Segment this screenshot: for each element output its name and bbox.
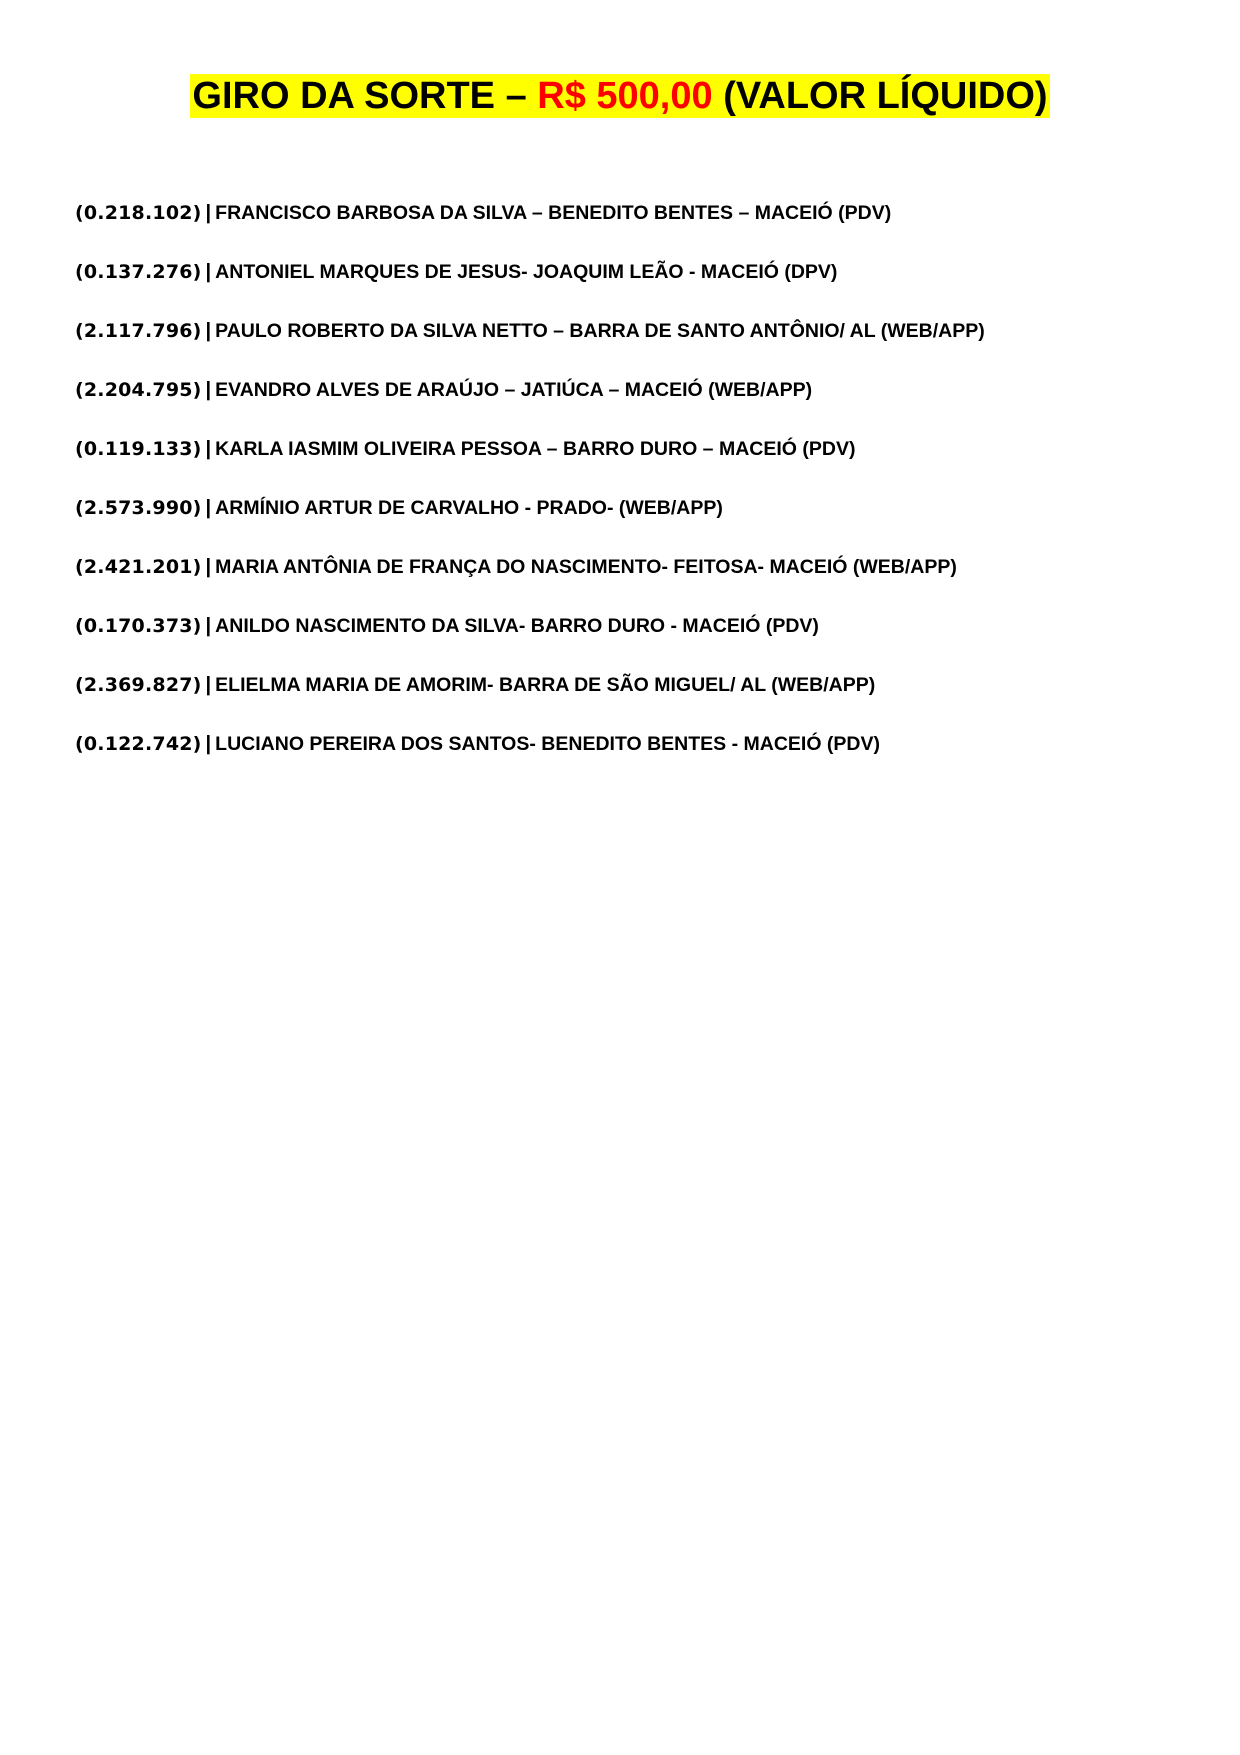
ticket-code: (0.119.133) xyxy=(75,438,202,460)
separator: | xyxy=(205,497,212,519)
ticket-code: (2.204.795) xyxy=(75,379,202,401)
winner-info: ELIELMA MARIA DE AMORIM- BARRA DE SÃO MIGUEL/ AL (WEB/APP) xyxy=(215,674,876,696)
winner-row xyxy=(75,552,985,611)
separator: | xyxy=(205,202,212,224)
separator: | xyxy=(205,674,212,696)
winner-info: ANTONIEL MARQUES DE JESUS- JOAQUIM LEÃO - MACEIÓ (DPV) xyxy=(215,261,838,283)
winner-row xyxy=(75,316,985,375)
page-title xyxy=(190,74,1049,118)
winner-row xyxy=(75,670,985,729)
winner-info: KARLA IASMIM OLIVEIRA PESSOA – BARRO DURO – MACEIÓ (PDV) xyxy=(215,438,856,460)
ticket-code: (2.117.796) xyxy=(75,320,202,342)
ticket-code: (0.137.276) xyxy=(75,261,202,283)
winner-info: FRANCISCO BARBOSA DA SILVA – BENEDITO BENTES – MACEIÓ (PDV) xyxy=(215,202,892,224)
separator: | xyxy=(205,556,212,578)
winner-row xyxy=(75,257,985,316)
winners-list xyxy=(75,198,985,788)
ticket-code: (2.573.990) xyxy=(75,497,202,519)
prize-amount: R$ 500,00 xyxy=(537,75,713,117)
title-wrapper xyxy=(0,74,1240,118)
winner-info: ANILDO NASCIMENTO DA SILVA- BARRO DURO - MACEIÓ (PDV) xyxy=(215,615,819,637)
separator: | xyxy=(205,320,212,342)
winner-info: PAULO ROBERTO DA SILVA NETTO – BARRA DE SANTO ANTÔNIO/ AL (WEB/APP) xyxy=(215,320,985,342)
winner-info: MARIA ANTÔNIA DE FRANÇA DO NASCIMENTO- FEITOSA- MACEIÓ (WEB/APP) xyxy=(215,556,957,578)
winner-row xyxy=(75,434,985,493)
separator: | xyxy=(205,733,212,755)
winner-row xyxy=(75,729,985,788)
ticket-code: (2.369.827) xyxy=(75,674,202,696)
winner-row xyxy=(75,493,985,552)
winner-row xyxy=(75,198,985,257)
separator: | xyxy=(205,438,212,460)
ticket-code: (0.218.102) xyxy=(75,202,202,224)
separator: | xyxy=(205,261,212,283)
winner-info: EVANDRO ALVES DE ARAÚJO – JATIÚCA – MACEIÓ (WEB/APP) xyxy=(215,379,813,401)
winner-info: LUCIANO PEREIRA DOS SANTOS- BENEDITO BENTES - MACEIÓ (PDV) xyxy=(215,733,881,755)
winner-info: ARMÍNIO ARTUR DE CARVALHO - PRADO- (WEB/APP) xyxy=(215,497,723,519)
ticket-code: (2.421.201) xyxy=(75,556,202,578)
separator: | xyxy=(205,615,212,637)
winner-row xyxy=(75,375,985,434)
winner-row xyxy=(75,611,985,670)
title-prefix: GIRO DA SORTE – xyxy=(192,75,538,117)
ticket-code: (0.170.373) xyxy=(75,615,202,637)
separator: | xyxy=(205,379,212,401)
title-suffix: (VALOR LÍQUIDO) xyxy=(712,75,1048,117)
ticket-code: (0.122.742) xyxy=(75,733,202,755)
